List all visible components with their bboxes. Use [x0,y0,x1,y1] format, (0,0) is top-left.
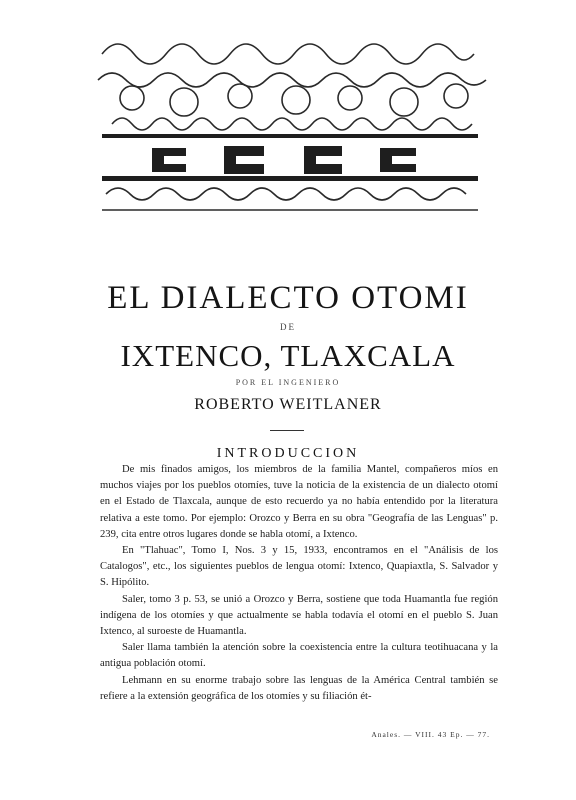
running-foot: Anales. — VIII. 43 Ep. — 77. [371,730,490,739]
body-paragraph: En "Tlahuac", Tomo I, Nos. 3 y 15, 1933, encontramos en el "Análisis de los Catalogos", etc., los siguientes pueblos de lengua otomí: Ixtenco, Quapiaxtla, S. Salvador y S. Hipólito. [100,545,498,589]
body-paragraph: De mis finados amigos, los miembros de la familia Mantel, compañeros míos en muchos viajes por los pueblos otomíes, tuve la noticia de la existencia de un dialecto otomí en el Estado de Tlaxcala, aunque de esto recuerdo ya no había entendido por la literatura relativa a este tomo. Por ejemplo: Orozco y Berra en su obra "Geografía de las Lenguas" p. 239, cita entre otros lugares donde se habla otomí, a Ixtenco. [100,464,498,540]
body-paragraph: Saler, tomo 3 p. 53, se unió a Orozco y Berra, sostiene que toda Huamantla fue región indígena de los otomíes y que actualmente se habla todavía el otomí en el pueblo S. Juan Ixtenco, al suroeste de Huamantla. [100,593,498,638]
title-connector: DE [280,322,296,332]
author-name: ROBERTO WEITLANER [194,396,382,413]
decorative-frieze-illustration [92,28,488,220]
title-divider [270,430,304,431]
article-subtitle: IXTENCO, TLAXCALA [120,338,456,373]
byline-prefix: POR EL INGENIERO [235,378,341,387]
article-title: EL DIALECTO OTOMI [107,280,469,316]
body-paragraph: Saler llama también la atención sobre la coexistencia entre la cultura teotihuacana y la antigua población otomí. [100,642,498,670]
body-paragraph: Lehmann en su enorme trabajo sobre las lenguas de la América Central también se refiere a la extensión geográfica de los otomíes y su filiación ét- [100,674,498,702]
section-heading: INTRODUCCION [216,446,360,461]
article-body [100,462,498,705]
